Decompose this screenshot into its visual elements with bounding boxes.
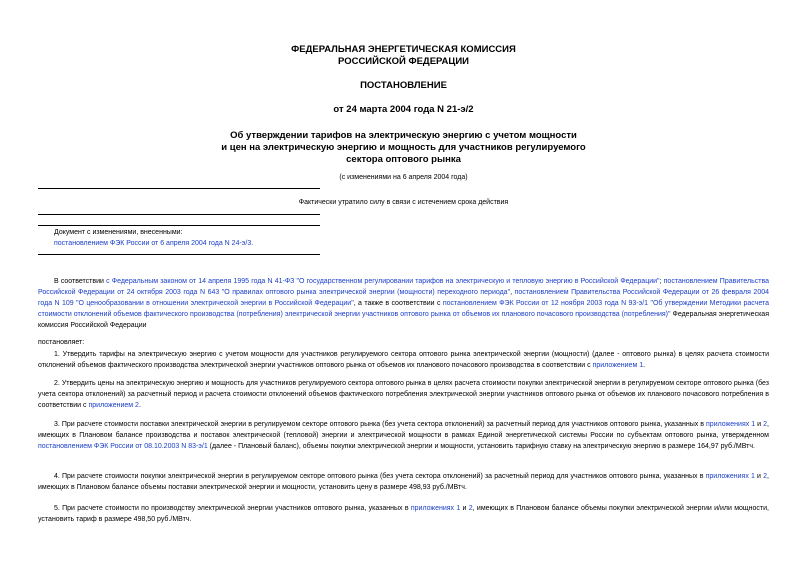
document-title-line3: сектора оптового рынка: [346, 154, 461, 165]
appendix-2-link[interactable]: 2: [763, 421, 768, 428]
document-title-line1: Об утверждении тарифов на электрическую энергию с учетом мощности: [230, 130, 577, 141]
item-4-paragraph: [38, 471, 769, 493]
item-text: 2. Утвердить цены на электрическую энергию и мощность для участников регулируемого сектора оптового рынка в целях расчета стоимости покупки электрической энергии в регулируемом секторе оптового рынка (без учета сектора отклонений) за расчетный период и расчета стоимости отклонений объемов фактического потребления электрической энергии участников оптового рынка от объемов их планового почасового потребления в соответствии с: [38, 380, 769, 409]
appendices-link[interactable]: приложениях 1: [410, 505, 461, 512]
item-text: и: [460, 505, 469, 512]
government-decree-643-link[interactable]: постановлением Правительства Российской Федерации от 24 октября 2003 года N 643 "О правилах оптового рынка электрической энергии (мощности) переходного периода": [38, 278, 769, 296]
item-1-paragraph: [38, 349, 769, 371]
item-text: , имеющих в Плановом балансе объемы покупки электрической энергии и/или мощности, установить тариф в размере 498,50 руб./МВтч.: [38, 505, 769, 523]
item-text: .: [138, 402, 141, 409]
changes-label: Документ с изменениями, внесенными:: [54, 229, 183, 236]
item-3-paragraph: [38, 419, 769, 452]
changes-link[interactable]: постановлением ФЭК России от 6 апреля 2004 года N 24-э/3.: [54, 240, 254, 247]
item-5-paragraph: [38, 503, 769, 525]
item-text: и: [755, 421, 764, 428]
document-type: ПОСТАНОВЛЕНИЕ: [360, 80, 447, 91]
item-text: (далее - Плановый баланс), объемы покупки электрической энергии и мощности, установить тарифную ставку на электрическую энергию в размере 164,97 руб./МВтч.: [207, 443, 755, 450]
amendments-note: (с изменениями на 6 апреля 2004 года): [339, 174, 468, 181]
item-text: 3. При расчете стоимости поставки электрической энергии в регулируемом секторе оптового рынка (без учета сектора отклонений) за расчетный период для участников оптового рынка, указанных в: [54, 421, 707, 428]
preamble-text: ;: [659, 278, 664, 285]
divider-line: [38, 225, 320, 226]
appendices-link[interactable]: приложениях 1: [705, 473, 755, 480]
appendix-2-link[interactable]: 2: [763, 473, 768, 480]
preamble-paragraph: [38, 276, 769, 331]
item-text: 5. При расчете стоимости по производству электрической энергии участников оптового рынка, указанных в: [54, 505, 411, 512]
appendix-1-link[interactable]: приложением 1: [592, 362, 644, 369]
decree-word: постановляет:: [38, 339, 85, 346]
commission-name-line2: РОССИЙСКОЙ ФЕДЕРАЦИИ: [337, 56, 469, 67]
fek-decree-83-link[interactable]: постановлением ФЭК России от 08.10.2003 N 83-э/1: [38, 443, 208, 450]
appendix-2-link[interactable]: приложением 2: [88, 402, 139, 409]
item-text: , имеющих в Плановом балансе производства и поставок электрической (тепловой) энергии и электрической мощности в рамках Единой энергетической системы России по субъектам оптового рынка, утвержденном: [38, 421, 769, 439]
divider-line: [38, 188, 320, 189]
divider-line: [38, 214, 320, 215]
item-text: 4. При расчете стоимости покупки электрической энергии в регулируемом секторе оптового рынка (без учета сектора отклонений) за расчетный период для участников оптового рынка, указанных в: [54, 473, 706, 480]
item-text: , имеющих в Плановом балансе объемы поставки электрической энергии и мощности, установить цену в размере 498,93 руб./МВтч.: [38, 473, 769, 491]
status-text: Фактически утратило силу в связи с истечением срока действия: [298, 199, 509, 206]
item-text: 1. Утвердить тарифы на электрическую энергию с учетом мощности для участников регулируемого сектора оптового рынка электрической энергии (мощности) (далее - оптового рынка) в целях расчета стоимости отклонений объемов фактического производства электрической энергии участников оптового рынка от объемов их планового почасового производства в соответствии с: [38, 351, 769, 369]
government-decree-109-link[interactable]: постановлением Правительства Российской Федерации от 26 февраля 2004 года N 109 "О ценообразовании в отношении электрической энергии в Российской Федерации": [38, 289, 769, 307]
preamble-text: В соответствии: [54, 278, 107, 285]
divider-line: [38, 254, 320, 255]
document-date-number: от 24 марта 2004 года N 21-э/2: [333, 104, 474, 115]
federal-law-link[interactable]: с Федеральным законом от 14 апреля 1995 года N 41-ФЗ "О государственном регулировании тарифов на электрическую и тепловую энергию в Российской Федерации": [106, 278, 660, 285]
preamble-text: ,: [510, 289, 515, 296]
appendices-link[interactable]: приложениях 1: [706, 421, 756, 428]
fek-decree-93-link[interactable]: постановлением ФЭК России от 12 ноября 2003 года N 93-э/1 "Об утверждении Методики расчета стоимости отклонений объемов фактического производства (потребления) электрической энергии участников оптового рынка от объемов их планового почасового производства (потребления)": [38, 300, 769, 318]
commission-name-line1: ФЕДЕРАЛЬНАЯ ЭНЕРГЕТИЧЕСКАЯ КОМИССИЯ: [291, 44, 516, 55]
item-2-paragraph: [38, 378, 769, 411]
document-title-line2: и цен на электрическую энергию и мощность для участников регулируемого: [221, 142, 586, 153]
preamble-text: Федеральная энергетическая комиссия Российской Федерации: [38, 311, 769, 329]
appendix-2-link[interactable]: 2: [468, 505, 473, 512]
item-text: .: [643, 362, 646, 369]
preamble-text: , а также в соответствии с: [353, 300, 443, 307]
item-text: и: [754, 473, 764, 480]
